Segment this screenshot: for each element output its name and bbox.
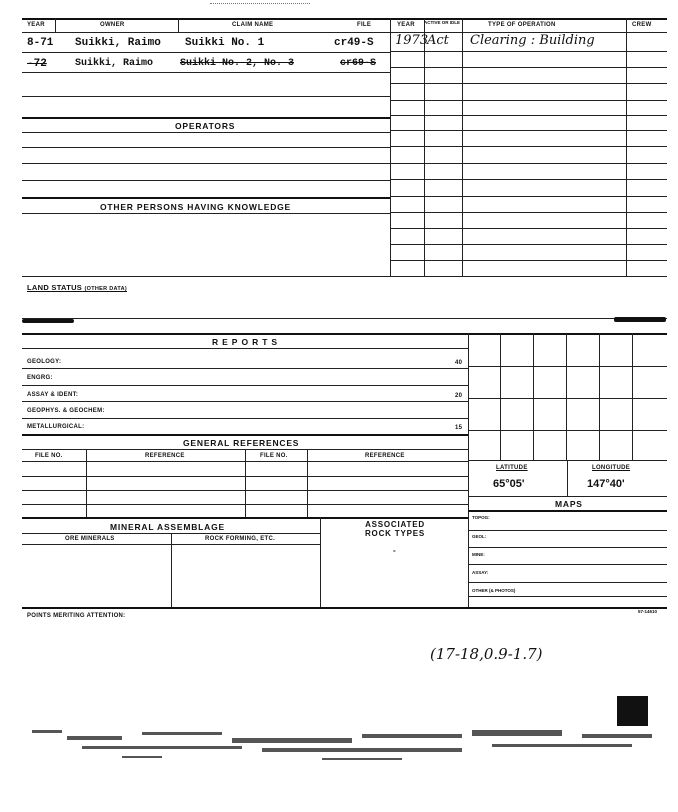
col-sep <box>171 533 172 607</box>
form-bottom-rule <box>22 607 667 609</box>
row-line <box>468 596 667 597</box>
row-line <box>390 244 667 245</box>
operation-year: 1973 <box>395 33 429 48</box>
scan-noise-graphic <box>22 722 667 766</box>
operation-type: Clearing : Building <box>470 33 595 48</box>
report-number: 20 <box>455 393 463 399</box>
report-label: ASSAY & IDENT: <box>27 392 79 398</box>
col-sep <box>462 18 463 276</box>
row-line <box>22 434 468 436</box>
maps-label: MINE: <box>472 552 485 557</box>
grid-line <box>599 333 600 460</box>
latitude-label: LATITUDE <box>496 465 528 471</box>
col-sep <box>567 460 568 496</box>
row-line <box>390 260 667 261</box>
reports-title: REPORTS <box>212 337 282 347</box>
maps-label: GEOL: <box>472 534 487 539</box>
grid-line <box>468 366 667 367</box>
row-line <box>22 180 390 181</box>
col-sep <box>245 449 246 517</box>
row-line <box>390 83 667 84</box>
claim-year: 8-71 <box>27 37 54 49</box>
reference-header-2: REFERENCE <box>365 453 405 459</box>
claim-file: cr49-S <box>334 37 374 49</box>
row-line <box>468 510 667 512</box>
file-header: FILE <box>357 22 372 28</box>
scan-mark <box>614 317 666 322</box>
row-line <box>22 401 468 402</box>
claim-owner: Suikki, Raimo <box>75 58 154 69</box>
col-sep <box>86 449 87 517</box>
row-line <box>390 179 667 180</box>
form-number: 57-14610 <box>638 609 658 614</box>
row-line <box>390 67 667 68</box>
row-line <box>390 212 667 213</box>
operation-active-idle: Act <box>427 33 449 48</box>
scan-mark <box>22 319 74 323</box>
row-line <box>22 517 468 519</box>
col-sep <box>55 18 56 32</box>
row-line <box>390 163 667 164</box>
grid-line <box>500 333 501 460</box>
row-line <box>22 147 390 148</box>
grid-line <box>468 398 667 399</box>
associated-rock-value: - <box>393 546 396 555</box>
maps-title: MAPS <box>555 499 583 509</box>
col-sep <box>178 18 179 32</box>
grid-line <box>632 333 633 460</box>
operators-title: OPERATORS <box>175 121 236 131</box>
reports-top-rule <box>22 333 667 335</box>
row-line <box>468 496 667 497</box>
ore-minerals-header: ORE MINERALS <box>65 536 115 542</box>
row-line <box>22 385 468 386</box>
land-status-sublabel: (OTHER DATA) <box>84 286 127 292</box>
longitude-label: LONGITUDE <box>592 465 631 471</box>
report-number: 40 <box>455 360 463 366</box>
row-line <box>390 196 667 197</box>
land-status-label: LAND STATUS <box>27 283 83 292</box>
claim-name-header: CLAIM NAME <box>232 22 274 28</box>
year-right-header: YEAR <box>397 22 415 28</box>
row-line <box>22 197 390 199</box>
row-line <box>390 51 667 52</box>
points-meriting-label: POINTS MERITING ATTENTION: <box>27 613 126 619</box>
row-line <box>468 530 667 531</box>
claim-year: -72 <box>27 58 47 70</box>
header-top-rule <box>22 18 667 20</box>
row-line <box>22 52 390 53</box>
row-line <box>390 130 667 131</box>
maps-label: OTHER (& PHOTOS) <box>472 588 516 593</box>
grid-line <box>468 430 667 431</box>
row-line <box>22 276 667 277</box>
col-sep <box>424 18 425 276</box>
maps-label: ASSAY: <box>472 570 489 575</box>
longitude-value: 147°40' <box>587 478 625 490</box>
handwritten-note: (17-18,0.9-1.7) <box>430 645 543 663</box>
active-idle-header: ACTIVE OR IDLE <box>424 20 461 25</box>
row-line <box>390 228 667 229</box>
row-line <box>468 582 667 583</box>
grid-line <box>533 333 534 460</box>
land-status-divider <box>22 318 667 323</box>
main-divider <box>390 18 391 276</box>
row-line <box>390 115 667 116</box>
row-line <box>22 418 468 419</box>
claim-owner: Suikki, Raimo <box>75 37 161 49</box>
other-persons-title: OTHER PERSONS HAVING KNOWLEDGE <box>100 202 292 212</box>
row-line <box>22 163 390 164</box>
row-line <box>22 72 390 73</box>
row-line <box>22 117 390 119</box>
report-label: GEOLOGY: <box>27 359 62 365</box>
report-label: GEOPHYS. & GEOCHEM: <box>27 408 105 414</box>
row-line <box>390 146 667 147</box>
report-label: ENGRG: <box>27 375 53 381</box>
row-line <box>390 100 667 101</box>
col-sep <box>320 517 321 607</box>
col-sep <box>307 449 308 517</box>
crew-header: CREW <box>632 22 652 28</box>
col-sep <box>468 333 469 607</box>
claim-name: Suikki No. 2, No. 3 <box>180 58 295 69</box>
rock-forming-header: ROCK FORMING, ETC. <box>205 536 276 542</box>
year-header: YEAR <box>27 22 45 28</box>
claim-name: Suikki No. 1 <box>185 37 265 49</box>
land-status-title <box>27 283 127 292</box>
row-line <box>22 368 468 369</box>
file-no-header-2: FILE NO. <box>260 453 288 459</box>
mineral-assemblage-title: MINERAL ASSEMBLAGE <box>110 522 225 532</box>
type-of-operation-header: TYPE OF OPERATION <box>488 22 556 28</box>
row-line <box>22 96 390 97</box>
associated-rock-types-title: ASSOCIATED ROCK TYPES <box>364 520 425 538</box>
latitude-value: 65°05' <box>493 478 525 490</box>
report-label: METALLURGICAL: <box>27 424 85 430</box>
maps-label: TOPOG: <box>472 515 490 520</box>
general-references-title: GENERAL REFERENCES <box>183 438 300 448</box>
owner-header: OWNER <box>100 22 125 28</box>
report-number: 15 <box>455 425 463 431</box>
file-no-header: FILE NO. <box>35 453 63 459</box>
reference-header: REFERENCE <box>145 453 185 459</box>
row-line <box>468 547 667 548</box>
grid-line <box>566 333 567 460</box>
row-line <box>22 348 468 349</box>
scan-noise <box>22 722 667 766</box>
row-line <box>22 132 390 133</box>
row-line <box>22 213 390 214</box>
col-sep <box>626 18 627 276</box>
row-line <box>468 564 667 565</box>
scan-noise-top <box>210 3 310 6</box>
claim-file: cr69-S <box>340 58 377 69</box>
